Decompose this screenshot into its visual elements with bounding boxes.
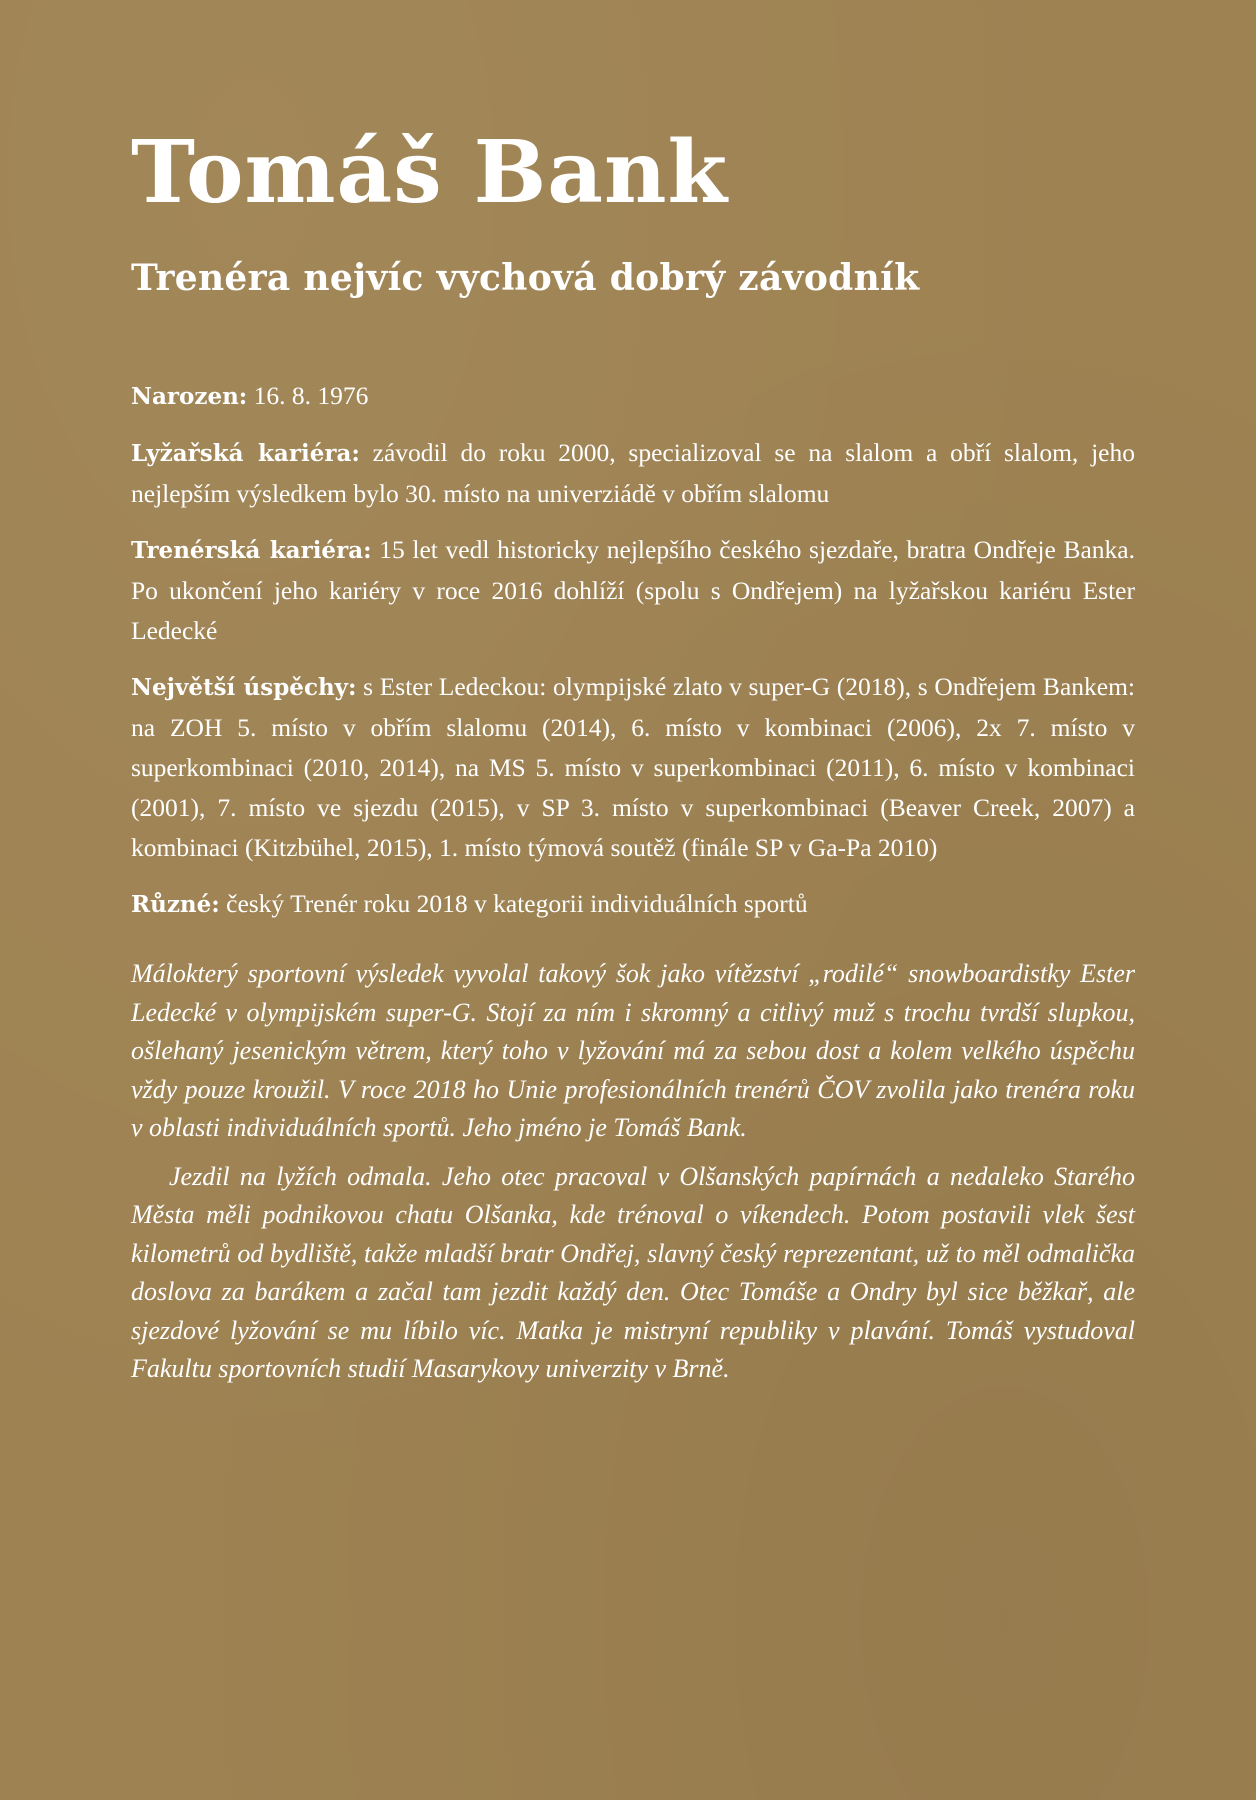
fact-misc <box>131 884 1135 925</box>
fact-ski-career <box>131 433 1135 514</box>
fact-label: Lyžařská kariéra: <box>131 440 360 467</box>
fact-value: závodil do roku 2000, specializoval se na slalom a obří slalom, jeho nejlepším výsledkem bylo 30. místo na univerziádě v obřím slalomu <box>131 438 1135 508</box>
fact-value: 16. 8. 1976 <box>247 381 369 410</box>
paragraph: Jezdil na lyžích odmala. Jeho otec pracoval v Olšanských papírnách a nedaleko Starého Města měli podnikovou chatu Olšanka, kde trénoval o víkendech. Potom postavili vlek šest kilometrů od bydliště, takže mladší bratr Ondřej, slavný český reprezentant, už to měl odmalička doslova za barákem a začal tam jezdit každý den. Otec Tomáše a Ondry byl sice běžkař, ale sjezdové lyžování se mu líbilo víc. Matka je mistryní republiky v plavání. Tomáš vystudoval Fakultu sportovních studií Masarykovy univerzity v Brně. <box>131 1161 1135 1383</box>
fact-born <box>131 376 1135 417</box>
paragraph-intro: Málokterý sportovní výsledek vyvolal takový šok jako vítězství „rodilé“ snowboardistky Ester Ledecké v olympijském super-G. Stojí za ním i skromný a citlivý muž s trochu tvrdší slupkou, ošlehaný jesenickým větrem, který toho v lyžování má za sebou dost a kolem velkého úspěchu vždy pouze kroužil. V roce 2018 ho Unie profesionálních trenérů ČOV zvolila jako trenéra roku v oblasti individuálních sportů. Jeho jméno je Tomáš Bank. <box>131 959 1135 1142</box>
fact-label: Narozen: <box>131 383 248 410</box>
fact-coach-career <box>131 530 1135 651</box>
fact-label: Největší úspěchy: <box>131 674 357 701</box>
page-subtitle: Trenéra nejvíc vychová dobrý závodník <box>131 257 920 299</box>
profile-facts <box>131 376 1135 925</box>
fact-label: Různé: <box>131 891 220 918</box>
page-title: Tomáš Bank <box>131 122 729 223</box>
fact-value: 15 let vedl historicky nejlepšího českého sjezdaře, bratra Ondřeje Banka. Po ukončení jeho kariéry v roce 2016 dohlíží (spolu s Ondřejem) na lyžařskou kariéru Ester Ledecké <box>131 535 1135 645</box>
fact-label: Trenérská kariéra: <box>131 537 372 564</box>
fact-achievements <box>131 667 1135 868</box>
fact-value: český Trenér roku 2018 v kategorii individuálních sportů <box>219 889 808 918</box>
article-body <box>131 955 1135 1389</box>
fact-value: s Ester Ledeckou: olympijské zlato v super-G (2018), s Ondřejem Bankem: na ZOH 5. místo v obřím slalomu (2014), 6. místo v kombinaci (2006), 2x 7. místo v superkombinaci (2010, 2014), na MS 5. místo v superkombinaci (2011), 6. místo v kombinaci (2001), 7. místo ve sjezdu (2015), v SP 3. místo v superkombinaci (Beaver Creek, 2007) a kombinaci (Kitzbühel, 2015), 1. místo týmová soutěž (finále SP v Ga-Pa 2010) <box>131 672 1136 862</box>
page-content <box>131 122 1136 1389</box>
